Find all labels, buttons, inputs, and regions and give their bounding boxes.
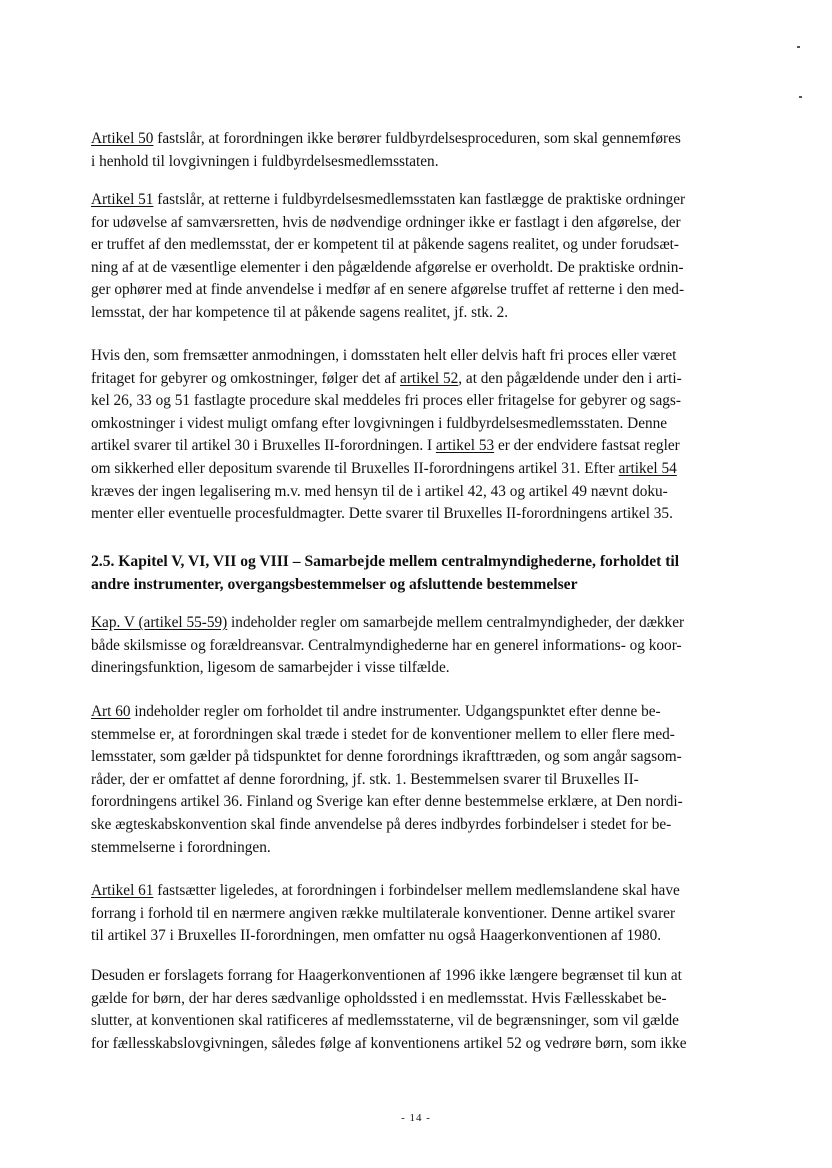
text-line xyxy=(91,345,751,368)
text-run: ske ægteskabskonvention skal finde anvendelse på deres indbyrdes forbindelser i stedet for be- xyxy=(91,815,672,833)
text-line xyxy=(91,368,751,391)
text-run: råder, der er omfattet af denne forordning, jf. stk. 1. Bestemmelsen svarer til Bruxelles II- xyxy=(91,770,639,788)
text-run: omkostninger i videst muligt omfang efter lovgivningen i fuldbyrdelsesmedlemsstaten. Denne xyxy=(91,414,668,432)
text-run: fastsætter ligeledes, at forordningen i forbindelser mellem medlemslandene skal have xyxy=(153,882,680,899)
text-line xyxy=(91,503,751,526)
text-run: er truffet af den medlemsstat, der er kompetent til at påkende sagens realitet, og under forudsæt- xyxy=(91,236,680,254)
text-run: stemmelserne i forordningen. xyxy=(91,838,271,856)
article-reference-link[interactable]: artikel 52 xyxy=(400,369,459,387)
text-run: 2.5. Kapitel V, VI, VII og VIII – Samarbejde mellem centralmyndighederne, forholdet til xyxy=(91,553,680,570)
text-run: om sikkerhed eller depositum svarende til Bruxelles II-forordningens artikel 31. Efter xyxy=(91,459,619,477)
text-line xyxy=(91,791,751,814)
scan-speck xyxy=(797,46,800,48)
text-line xyxy=(91,724,751,747)
text-run: lemsstater, som gælder på tidspunktet for denne forordnings ikrafttræden, og som angår sagsom- xyxy=(91,748,682,766)
text-run: Desuden er forslagets forrang for Haagerkonventionen af 1996 ikke længere begrænset til kun at xyxy=(91,967,682,984)
text-line xyxy=(91,189,751,212)
article-reference-link[interactable]: artikel 53 xyxy=(435,437,495,455)
text-run: andre instrumenter, overgangsbestemmelser og afsluttende bestemmelser xyxy=(91,575,578,593)
article-reference-link[interactable]: Artikel 50 xyxy=(91,130,154,147)
text-line xyxy=(91,435,751,458)
text-line xyxy=(91,837,751,860)
text-run: gælde for børn, der har deres sædvanlige opholdssted i en medlemsstat. Hvis Fællesskabet be- xyxy=(91,989,667,1007)
article-reference-link[interactable]: artikel 54 xyxy=(618,459,677,477)
text-line xyxy=(91,925,751,948)
text-run: er der endvidere fastsat regler xyxy=(494,437,680,455)
text-run: forrang i forhold til en nærmere angiven række multilaterale konventioner. Denne artikel svarer xyxy=(91,904,676,922)
text-run: kel 26, 33 og 51 fastlagte procedure skal meddeles fri proces eller fritagelse for gebyrer og sags- xyxy=(91,392,681,410)
text-line xyxy=(91,151,751,174)
paragraph xyxy=(91,880,751,948)
text-line xyxy=(91,302,751,325)
text-run: til artikel 37 i Bruxelles II-forordningen, men omfatter nu også Haagerkonventionen af 1980. xyxy=(91,927,662,945)
text-run: fastslår, at retterne i fuldbyrdelsesmedlemsstaten kan fastlægge de praktiske ordninger xyxy=(153,191,686,208)
text-run: ger ophører med at finde anvendelse i medfør af en senere afgørelse truffet af retterne i den med- xyxy=(91,281,685,299)
article-reference-link[interactable]: Art 60 xyxy=(91,703,131,720)
article-reference-link[interactable]: Kap. V (artikel 55-59) xyxy=(91,614,228,631)
text-line xyxy=(91,279,751,302)
text-line xyxy=(91,635,751,658)
text-run: menter eller eventuelle procesfuldmagter. Dette svarer til Bruxelles II-forordningens artikel 35. xyxy=(91,505,673,523)
article-reference-link[interactable]: Artikel 51 xyxy=(91,191,154,208)
text-line xyxy=(91,1033,751,1056)
text-line xyxy=(91,903,751,926)
text-line xyxy=(91,965,751,988)
paragraph xyxy=(91,128,751,173)
text-line xyxy=(91,212,751,235)
text-run: i henhold til lovgivningen i fuldbyrdelsesmedlemsstaten. xyxy=(91,152,439,170)
text-run: slutter, at konventionen skal ratificeres af medlemsstaterne, vil de begrænsninger, som vil gælde xyxy=(91,1012,679,1030)
text-line xyxy=(91,612,751,635)
text-run: fritaget for gebyrer og omkostninger, følger det af xyxy=(91,369,401,387)
text-line xyxy=(91,128,751,151)
text-run: indeholder regler om samarbejde mellem centralmyndigheder, der dækker xyxy=(227,614,685,631)
text-line xyxy=(91,988,751,1011)
text-run: både skilsmisse og forældreansvar. Centralmyndighederne har en generel informations- og koor- xyxy=(91,636,682,654)
text-run: for fællesskabslovgivningen, således følge af konventionens artikel 52 og vedrøre børn, som ikke xyxy=(91,1034,687,1052)
paragraph xyxy=(91,701,751,859)
section-heading xyxy=(91,551,751,596)
text-line xyxy=(91,234,751,257)
text-run: for udøvelse af samværsretten, hvis de nødvendige ordninger ikke er fastlagt i den afgørelse, der xyxy=(91,213,681,231)
text-line xyxy=(91,551,751,574)
text-line xyxy=(91,481,751,504)
scan-speck xyxy=(799,96,802,98)
paragraph xyxy=(91,189,751,325)
text-run: kræves der ingen legalisering m.v. med hensyn til de i artikel 42, 43 og artikel 49 nævnt doku- xyxy=(91,482,668,500)
text-line xyxy=(91,458,751,481)
page-number: - 14 - xyxy=(401,1112,431,1124)
text-run: fastslår, at forordningen ikke berører fuldbyrdelsesproceduren, som skal gennemføres xyxy=(153,130,681,147)
text-run: lemsstat, der har kompetence til at påkende sagens realitet, jf. stk. 2. xyxy=(91,303,509,321)
text-line xyxy=(91,880,751,903)
paragraph xyxy=(91,965,751,1055)
text-line xyxy=(91,413,751,436)
paragraph xyxy=(91,345,751,526)
text-line xyxy=(91,574,751,597)
text-line xyxy=(91,257,751,280)
text-run: indeholder regler om forholdet til andre instrumenter. Udgangspunktet efter denne be- xyxy=(130,703,661,720)
text-line xyxy=(91,701,751,724)
text-run: artikel svarer til artikel 30 i Bruxelles II-forordningen. I xyxy=(91,437,436,455)
text-line xyxy=(91,1010,751,1033)
text-line xyxy=(91,390,751,413)
article-reference-link[interactable]: Artikel 61 xyxy=(91,882,154,899)
text-run: stemmelse er, at forordningen skal træde i stedet for de konventioner mellem to eller flere med- xyxy=(91,725,675,743)
text-line xyxy=(91,746,751,769)
text-run: ning af at de væsentlige elementer i den pågældende afgørelse er overholdt. De praktiske ordnin- xyxy=(91,258,684,276)
text-run: dineringsfunktion, ligesom de samarbejder i visse tilfælde. xyxy=(91,659,450,677)
text-run: Hvis den, som fremsætter anmodningen, i domsstaten helt eller delvis haft fri proces eller været xyxy=(91,347,677,364)
text-line xyxy=(91,814,751,837)
text-line xyxy=(91,769,751,792)
paragraph xyxy=(91,612,751,680)
text-run: , at den pågældende under den i arti- xyxy=(458,369,682,387)
text-line xyxy=(91,657,751,680)
text-run: forordningens artikel 36. Finland og Sverige kan efter denne bestemmelse erklære, at Den nordi- xyxy=(91,793,683,811)
